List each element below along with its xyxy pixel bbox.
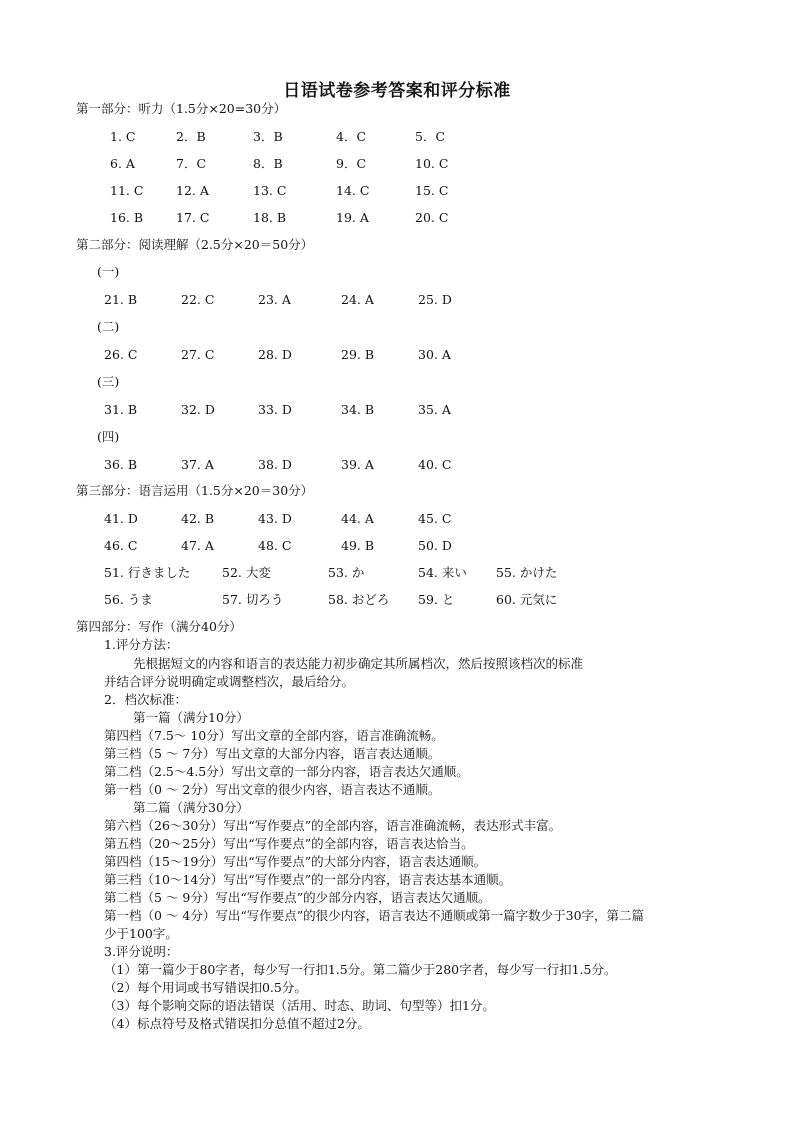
note-1: （1）第一篇少于80字者，每少写一行扣1.5分。第二篇少于280字者，每少写一行扣1.5分。 (104, 962, 617, 977)
essay2-level-5: 第五档（20～25分）写出“写作要点”的全部内容，语言表达恰当。 (104, 836, 474, 851)
essay1-heading: 第一篇（满分10分） (133, 710, 249, 725)
answer-item: 55. かけた (496, 565, 558, 580)
answer-item: 14. C (336, 183, 370, 198)
answer-item: 29. B (341, 347, 375, 362)
answer-item: 45. C (418, 511, 452, 526)
page-title: 日语试卷参考答案和评分标准 (283, 81, 511, 101)
essay2-level-1: 第一档（0 ～ 4分）写出“写作要点”的很少内容，语言表达不通顺或第一篇字数少于30字，第二篇 (104, 908, 645, 923)
answer-item: 53. か (328, 565, 365, 580)
answer-item: 6. A (110, 156, 135, 171)
answer-item: 27. C (181, 347, 215, 362)
answer-item: 13. C (253, 183, 287, 198)
answer-item: 23. A (258, 292, 291, 307)
part1-heading: 第一部分：听力（1.5分×20=30分） (76, 101, 287, 116)
note-2: （2）每个用词或书写错误扣0.5分。 (104, 980, 307, 995)
answer-item: 38. D (258, 457, 292, 472)
answer-item: 54. 来い (418, 565, 467, 580)
answer-item: 24. A (341, 292, 374, 307)
answer-item: 12. A (176, 183, 209, 198)
answer-item: 33. D (258, 402, 292, 417)
answer-item: 49. B (341, 538, 375, 553)
answer-item: 40. C (418, 457, 452, 472)
part2-group-label: (一) (97, 264, 120, 279)
notes-heading: 3.评分说明： (104, 944, 179, 959)
answer-item: 43. D (258, 511, 292, 526)
answer-item: 52. 大変 (222, 565, 271, 580)
part2-group-label: (二) (97, 319, 120, 334)
essay2-level-6: 第六档（26～30分）写出“写作要点”的全部内容，语言准确流畅，表达形式丰富。 (104, 818, 562, 833)
answer-item: 20. C (415, 210, 449, 225)
answer-item: 5．C (415, 129, 446, 144)
answer-item: 56. うま (104, 592, 153, 607)
answer-item: 50. D (418, 538, 452, 553)
essay2-heading: 第二篇（满分30分） (133, 800, 249, 815)
essay1-level-1: 第一档（0 ～ 2分）写出文章的很少内容，语言表达不通顺。 (104, 782, 441, 797)
note-3: （3）每个影响交际的语法错误（活用、时态、助词、句型等）扣1分。 (104, 998, 495, 1013)
essay1-level-4: 第四档（7.5～ 10分）写出文章的全部内容，语言准确流畅。 (104, 728, 444, 743)
answer-item: 21. B (104, 292, 138, 307)
part2-heading: 第二部分：阅读理解（2.5分×20＝50分） (76, 237, 314, 252)
answer-item: 11. C (110, 183, 144, 198)
answer-item: 47. A (181, 538, 214, 553)
answer-item: 30. A (418, 347, 451, 362)
essay2-level-4: 第四档（15～19分）写出“写作要点”的大部分内容，语言表达通顺。 (104, 854, 487, 869)
answer-item: 10. C (415, 156, 449, 171)
levels-heading: 2．档次标准： (104, 692, 187, 707)
answer-item: 31. B (104, 402, 138, 417)
answer-item: 7．C (176, 156, 207, 171)
answer-item: 2．B (176, 129, 206, 144)
answer-item: 25. D (418, 292, 452, 307)
answer-item: 15. C (415, 183, 449, 198)
part2-group-label: (三) (97, 374, 120, 389)
answer-item: 17. C (176, 210, 210, 225)
answer-item: 51. 行きました (104, 565, 191, 580)
answer-item: 60. 元気に (496, 592, 558, 607)
answer-item: 3．B (253, 129, 283, 144)
essay2-level-3: 第三档（10～14分）写出“写作要点”的一部分内容，语言表达基本通顺。 (104, 872, 512, 887)
part2-group-label: (四) (97, 429, 120, 444)
answer-item: 18. B (253, 210, 287, 225)
answer-item: 28. D (258, 347, 292, 362)
answer-item: 59. と (418, 592, 455, 607)
part4-heading: 第四部分：写作（满分40分） (76, 619, 242, 634)
answer-item: 46. C (104, 538, 138, 553)
note-4: （4）标点符号及格式错误扣分总值不超过2分。 (104, 1016, 370, 1031)
answer-item: 9．C (336, 156, 367, 171)
answer-item: 26. C (104, 347, 138, 362)
answer-item: 42. B (181, 511, 215, 526)
answer-item: 37. A (181, 457, 214, 472)
answer-item: 41. D (104, 511, 138, 526)
essay1-level-3: 第三档（5 ～ 7分）写出文章的大部分内容，语言表达通顺。 (104, 746, 441, 761)
answer-item: 57. 切ろう (222, 592, 284, 607)
answer-item: 44. A (341, 511, 374, 526)
answer-item: 8．B (253, 156, 283, 171)
answer-item: 58. おどろ (328, 592, 390, 607)
method-text-line2: 并结合评分说明确定或调整档次，最后给分。 (104, 674, 355, 689)
answer-item: 19. A (336, 210, 369, 225)
part3-heading: 第三部分：语言运用（1.5分×20＝30分） (76, 483, 314, 498)
answer-item: 16. B (110, 210, 144, 225)
answer-item: 34. B (341, 402, 375, 417)
answer-item: 4．C (336, 129, 367, 144)
essay2-level-1-continued: 少于100字。 (104, 926, 178, 941)
method-text-line1: 先根据短文的内容和语言的表达能力初步确定其所属档次，然后按照该档次的标准 (133, 656, 584, 671)
answer-item: 36. B (104, 457, 138, 472)
answer-item: 32. D (181, 402, 215, 417)
answer-item: 48. C (258, 538, 292, 553)
essay1-level-2: 第二档（2.5～4.5分）写出文章的一部分内容，语言表达欠通顺。 (104, 764, 469, 779)
essay2-level-2: 第二档（5 ～ 9分）写出“写作要点”的少部分内容，语言表达欠通顺。 (104, 890, 491, 905)
answer-item: 1. C (110, 129, 136, 144)
method-heading: 1.评分方法： (104, 637, 179, 652)
answer-item: 39. A (341, 457, 374, 472)
answer-item: 22. C (181, 292, 215, 307)
answer-item: 35. A (418, 402, 451, 417)
